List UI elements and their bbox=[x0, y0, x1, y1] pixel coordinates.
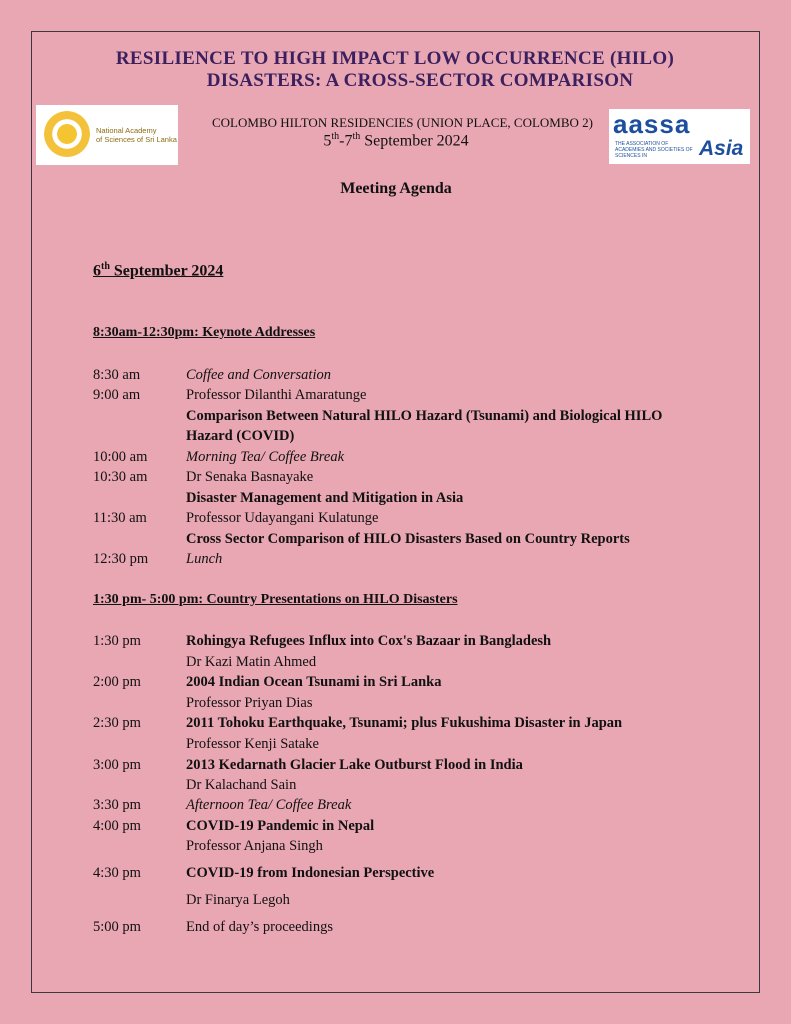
aassa-asia-text: Asia bbox=[699, 137, 744, 160]
agenda-item: Professor Udayangani Kulatunge bbox=[186, 510, 379, 526]
day-heading bbox=[93, 261, 223, 280]
date-end: 7 bbox=[344, 132, 353, 150]
nasl-logo-line2: of Sciences of Sri Lanka bbox=[96, 135, 177, 144]
agenda-item: 2004 Indian Ocean Tsunami in Sri Lanka bbox=[186, 674, 442, 690]
agenda-item: Rohingya Refugees Influx into Cox's Bazaar in Bangladesh bbox=[186, 633, 552, 649]
agenda-time: 2:00 pm bbox=[93, 674, 141, 690]
aassa-logo bbox=[609, 109, 750, 164]
agenda-item: Cross Sector Comparison of HILO Disasters Based on Country Reports bbox=[186, 531, 630, 547]
aassa-brand-text: aassa bbox=[613, 109, 691, 139]
agenda-item: Dr Senaka Basnayake bbox=[186, 469, 314, 485]
agenda-item: 2011 Tohoku Earthquake, Tsunami; plus Fukushima Disaster in Japan bbox=[186, 715, 623, 731]
day-suffix: th bbox=[101, 261, 110, 272]
agenda-time: 5:00 pm bbox=[93, 919, 141, 935]
agenda-item: Professor Kenji Satake bbox=[186, 736, 319, 752]
section-title: 1:30 pm- 5:00 pm: Country Presentations on HILO Disasters bbox=[93, 592, 458, 607]
agenda-item: Morning Tea/ Coffee Break bbox=[186, 449, 345, 465]
agenda-item: Hazard (COVID) bbox=[186, 428, 295, 444]
agenda-item: 2013 Kedarnath Glacier Lake Outburst Flood in India bbox=[186, 757, 523, 773]
title-line-1: RESILIENCE TO HIGH IMPACT LOW OCCURRENCE (HILO) bbox=[115, 48, 675, 69]
agenda-item: Coffee and Conversation bbox=[186, 367, 331, 383]
nasl-logo bbox=[36, 105, 178, 165]
aassa-subtitle: THE ASSOCIATION OF ACADEMIES AND SOCIETIES OF SCIENCES IN bbox=[615, 141, 693, 159]
agenda-time: 4:30 pm bbox=[93, 865, 141, 881]
agenda-time: 1:30 pm bbox=[93, 633, 141, 649]
agenda-item: Disaster Management and Mitigation in Asia bbox=[186, 490, 464, 506]
agenda-time: 2:30 pm bbox=[93, 715, 141, 731]
date-month-year: September 2024 bbox=[360, 132, 469, 150]
agenda-time: 12:30 pm bbox=[93, 551, 149, 567]
title-line-2: DISASTERS: A CROSS-SECTOR COMPARISON bbox=[206, 70, 634, 91]
agenda-item: Comparison Between Natural HILO Hazard (Tsunami) and Biological HILO bbox=[186, 408, 663, 424]
agenda-item: Dr Kazi Matin Ahmed bbox=[186, 654, 317, 670]
agenda-item: Professor Anjana Singh bbox=[186, 838, 323, 854]
day-month-year: September 2024 bbox=[109, 262, 224, 280]
day-number: 6 bbox=[93, 262, 101, 280]
agenda-time: 3:00 pm bbox=[93, 757, 141, 773]
academy-seal-icon bbox=[44, 111, 90, 157]
agenda-time: 9:00 am bbox=[93, 387, 141, 403]
agenda-time: 3:30 pm bbox=[93, 797, 141, 813]
date-start: 5 bbox=[323, 132, 332, 150]
date-start-suffix: th bbox=[331, 131, 340, 142]
meeting-agenda-heading: Meeting Agenda bbox=[340, 180, 452, 197]
event-dates bbox=[200, 131, 592, 150]
agenda-item: Dr Finarya Legoh bbox=[186, 892, 290, 908]
nasl-logo-line1: National Academy bbox=[96, 126, 157, 135]
agenda-item: End of day’s proceedings bbox=[186, 919, 333, 935]
agenda-item: COVID-19 Pandemic in Nepal bbox=[186, 818, 375, 834]
agenda-time: 4:00 pm bbox=[93, 818, 141, 834]
date-end-suffix: th bbox=[352, 131, 361, 142]
agenda-time: 8:30 am bbox=[93, 367, 141, 383]
agenda-time: 11:30 am bbox=[93, 510, 147, 526]
venue: COLOMBO HILTON RESIDENCIES (UNION PLACE, COLOMBO 2) bbox=[212, 115, 593, 130]
agenda-item: Dr Kalachand Sain bbox=[186, 777, 297, 793]
agenda-item: COVID-19 from Indonesian Perspective bbox=[186, 865, 435, 881]
date-separator: - bbox=[339, 132, 345, 150]
nasl-logo-text bbox=[96, 126, 177, 144]
agenda-time: 10:30 am bbox=[93, 469, 148, 485]
agenda-item: Professor Priyan Dias bbox=[186, 695, 313, 711]
agenda-item: Professor Dilanthi Amaratunge bbox=[186, 387, 367, 403]
section-title: 8:30am-12:30pm: Keynote Addresses bbox=[93, 325, 316, 340]
agenda-item: Afternoon Tea/ Coffee Break bbox=[186, 797, 352, 813]
agenda-time: 10:00 am bbox=[93, 449, 148, 465]
agenda-item: Lunch bbox=[186, 551, 223, 567]
